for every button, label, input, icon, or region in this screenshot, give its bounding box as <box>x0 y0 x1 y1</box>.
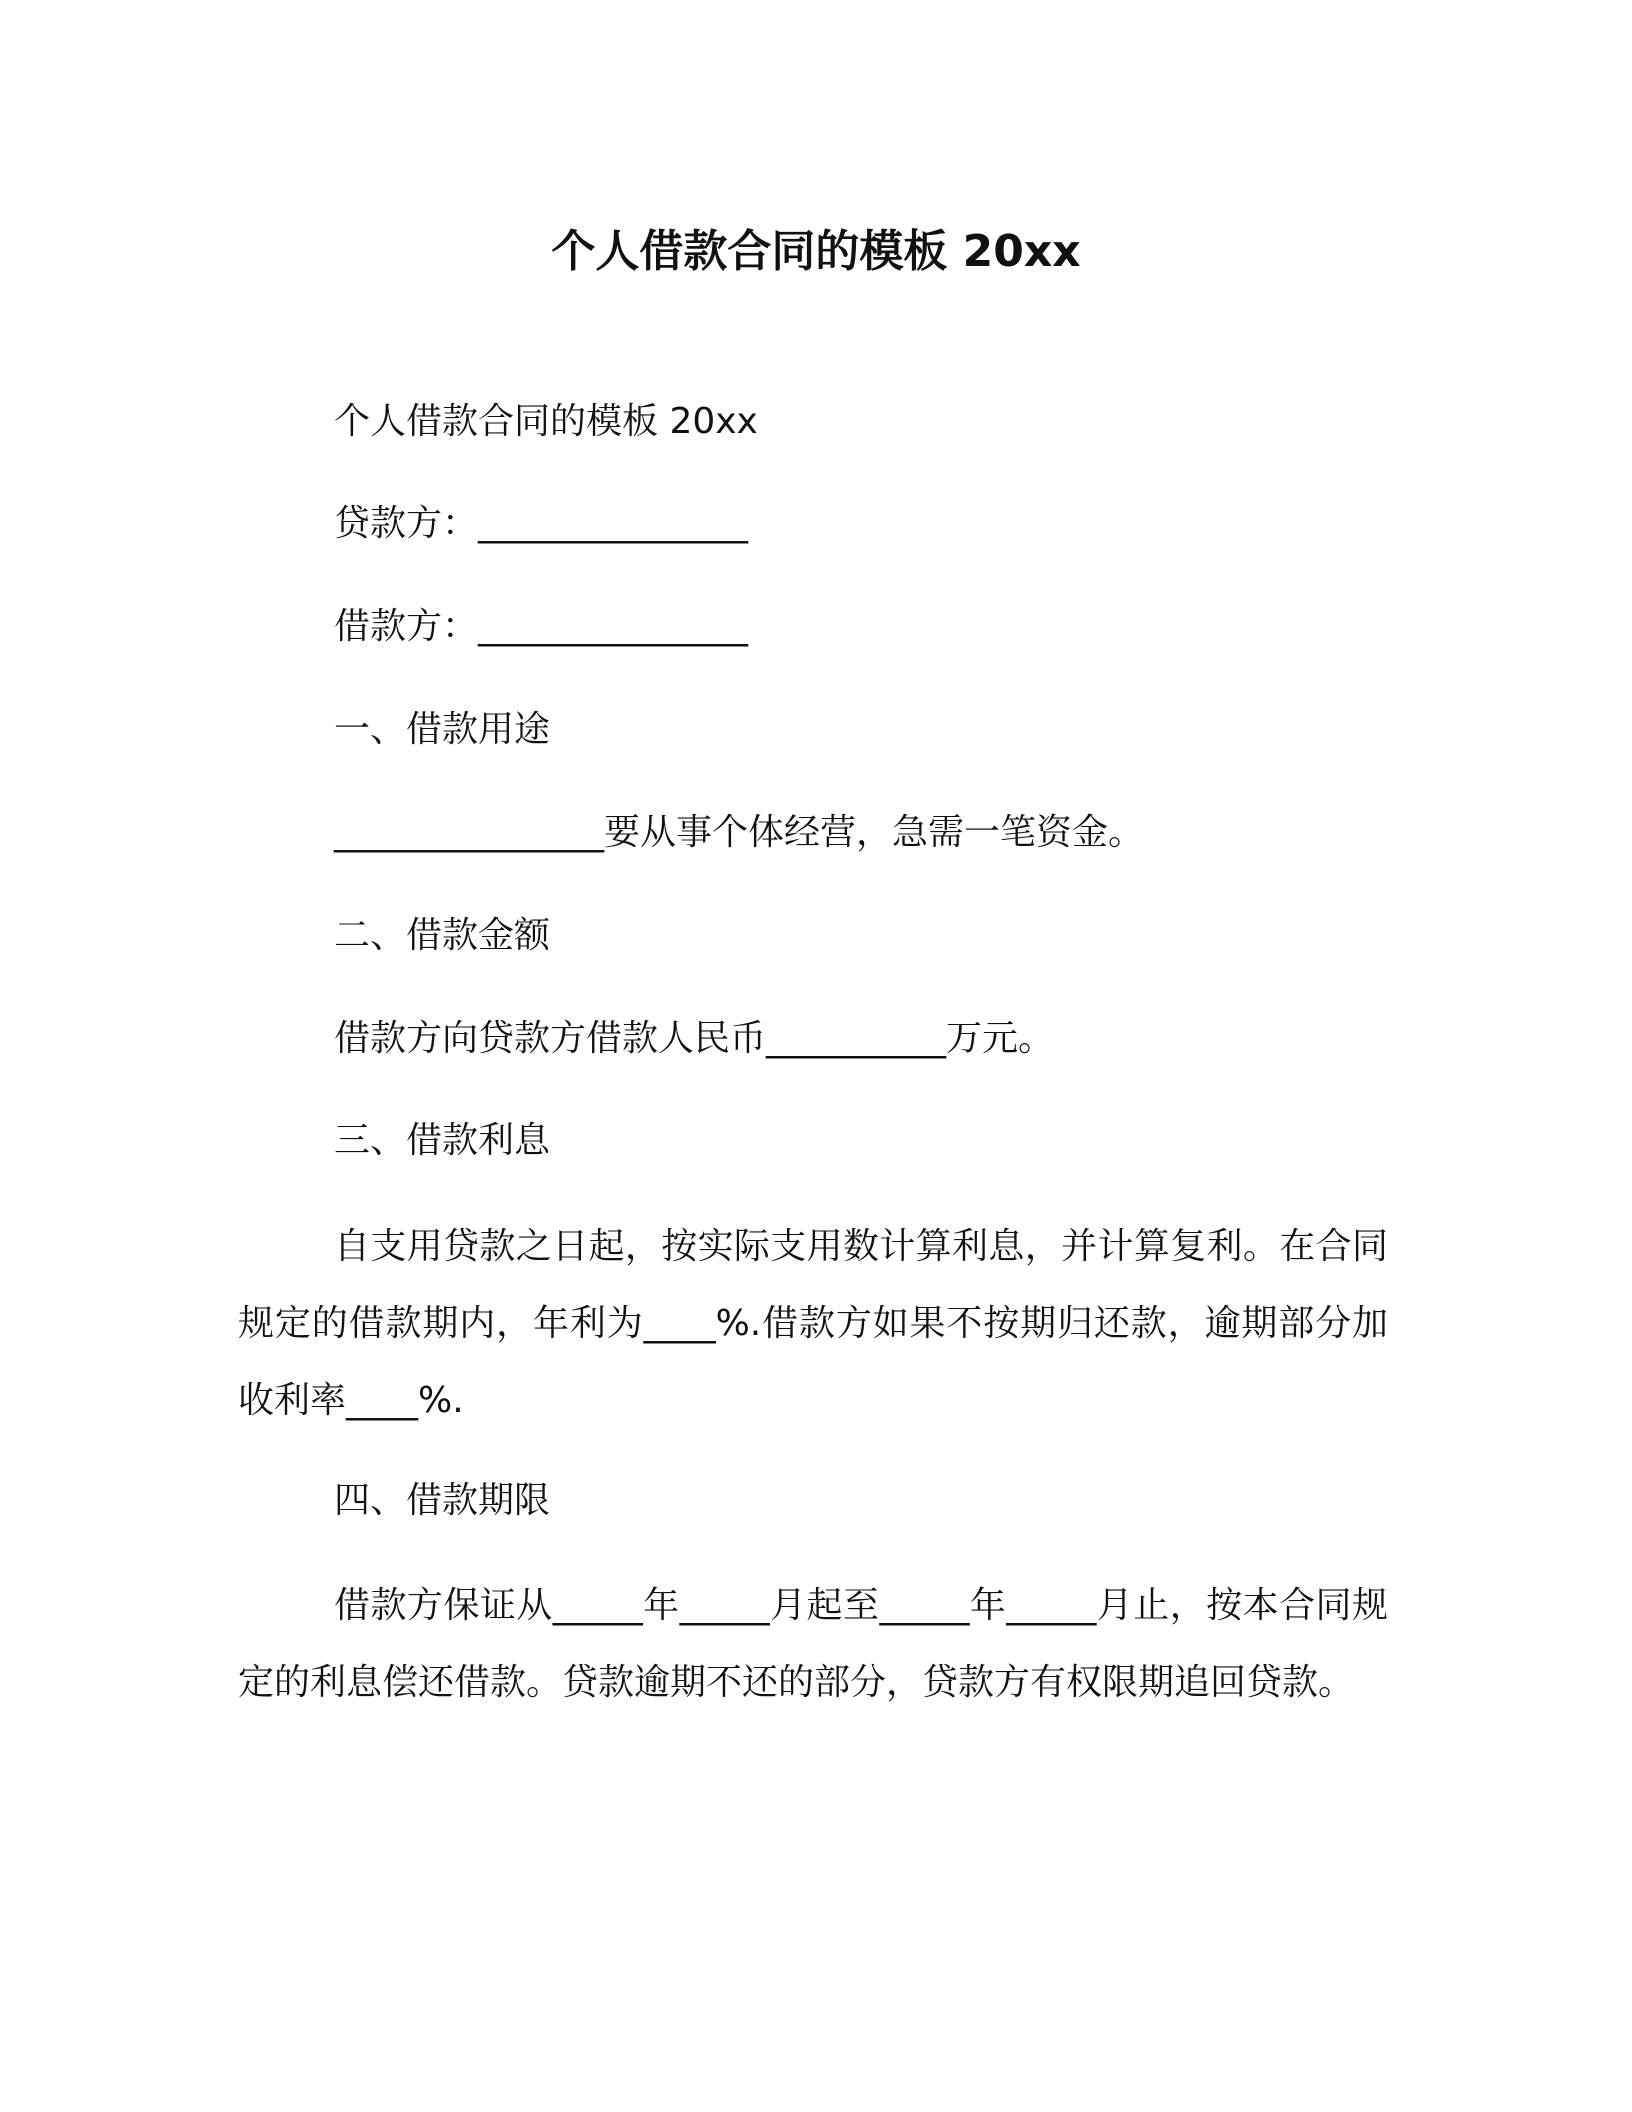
borrower-line: 借款方：_______________ <box>334 606 749 647</box>
section-body-amount: 借款方向贷款方借款人民币__________万元。 <box>334 1018 1055 1059</box>
section-heading-term: 四、借款期限 <box>334 1480 551 1521</box>
section-body-term: 借款方保证从_____年_____月起至_____年_____月止，按本合同规定的利息偿还借款。贷款逾期不还的部分，贷款方有权限期追回贷款。 <box>238 1585 1388 1703</box>
document-subtitle: 个人借款合同的模板 20xx <box>334 401 758 442</box>
document-title: 个人借款合同的模板 20xx <box>551 226 1081 277</box>
section-heading-amount: 二、借款金额 <box>334 915 551 956</box>
section-body-purpose: _______________要从事个体经营，急需一笔资金。 <box>334 812 1145 853</box>
section-heading-interest: 三、借款利息 <box>334 1120 551 1161</box>
section-body-interest: 自支用贷款之日起，按实际支用数计算利息，并计算复利。在合同规定的借款期内，年利为____%.借款方如果不按期归还款，逾期部分加收利率____%. <box>238 1226 1388 1421</box>
lender-line: 贷款方：_______________ <box>334 503 749 544</box>
section-heading-purpose: 一、借款用途 <box>334 709 551 750</box>
